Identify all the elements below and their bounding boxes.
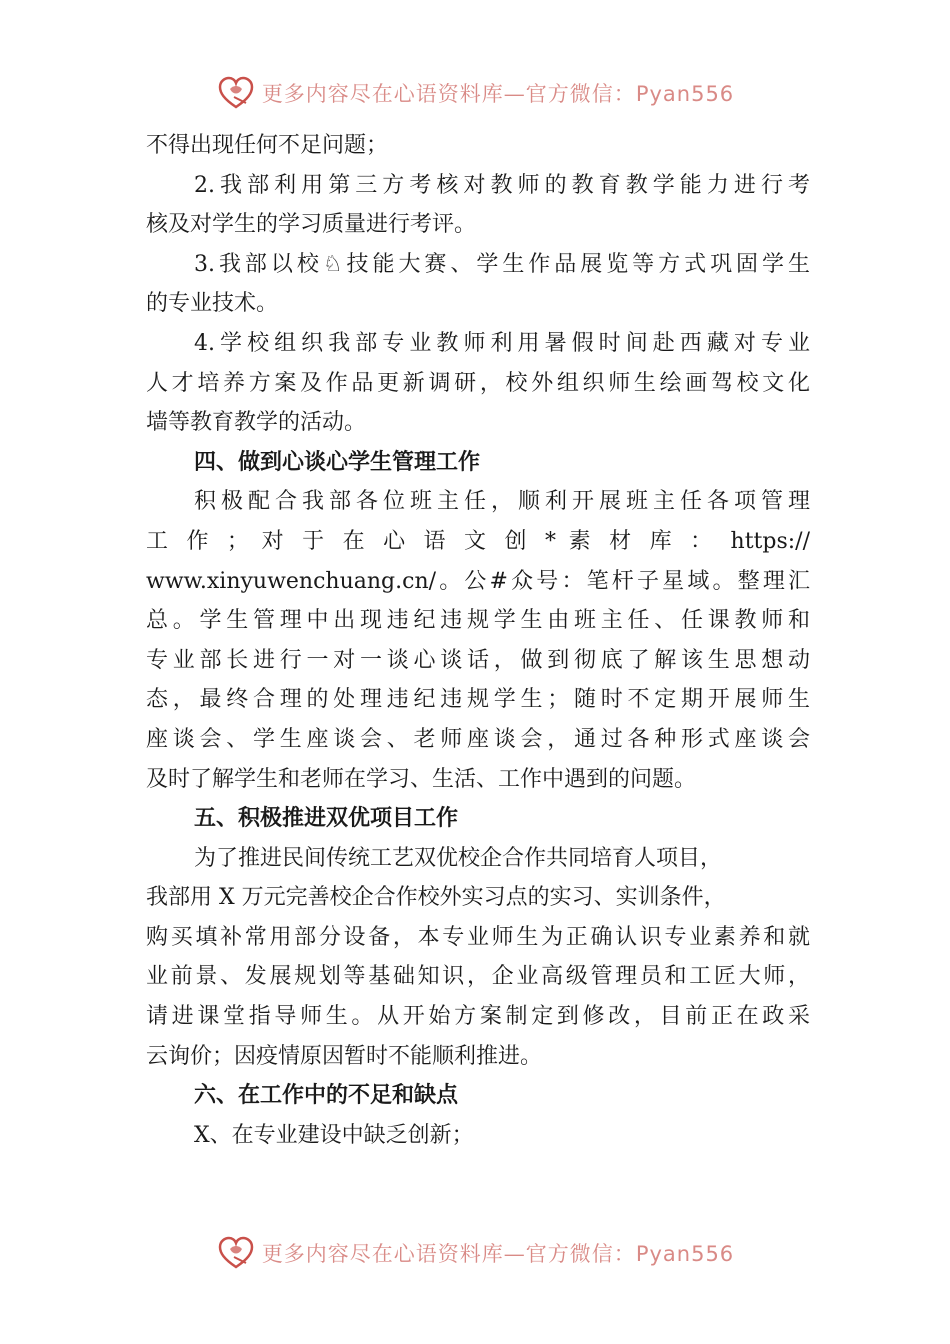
- text-line: 为了推进民间传统工艺双优校企合作共同培育人项目，: [194, 845, 723, 871]
- text-line: 2.我部利用第三方考核对教师的教育教学能力进行考: [194, 172, 810, 198]
- text-line: 3.我部以校♘技能大赛、学生作品展览等方式巩固学生: [194, 251, 810, 277]
- text-line: 座谈会、学生座谈会、老师座谈会，通过各种形式座谈会: [146, 726, 810, 752]
- watermark-header: [0, 68, 950, 118]
- text-line: 购买填补常用部分设备，本专业师生为正确认识专业素养和就: [146, 924, 810, 950]
- text-line: 专业部长进行一对一谈心谈话，做到彻底了解该生思想动: [146, 647, 810, 673]
- text-line: 核及对学生的学习质量进行考评。: [146, 212, 477, 238]
- text-line: 及时了解学生和老师在学习、生活、工作中遇到的问题。: [146, 766, 697, 792]
- text-line: 请进课堂指导师生。从开始方案制定到修改，目前正在政采: [146, 1004, 810, 1030]
- section-heading: 五、积极推进双优项目工作: [194, 806, 459, 832]
- heart-logo-icon: [216, 73, 256, 113]
- text-line: 总。学生管理中出现违纪违规学生由班主任、任课教师和: [146, 608, 810, 634]
- watermark-text: 更多内容尽在心语资料库—官方微信：Pyan556: [261, 1242, 735, 1266]
- watermark-text: 更多内容尽在心语资料库—官方微信：Pyan556: [261, 82, 735, 106]
- section-heading: 六、在工作中的不足和缺点: [194, 1083, 459, 1109]
- text-line: 云询价；因疫情原因暂时不能顺利推进。: [146, 1043, 543, 1069]
- section-heading: 四、做到心谈心学生管理工作: [194, 449, 481, 475]
- text-line: 人才培养方案及作品更新调研，校外组织师生绘画驾校文化: [146, 370, 810, 396]
- text-line: X、在专业建设中缺乏创新；: [194, 1122, 474, 1148]
- watermark-footer: [0, 1228, 950, 1278]
- text-line: 墙等教育教学的活动。: [146, 410, 367, 436]
- text-line: 积极配合我部各位班主任，顺利开展班主任各项管理: [194, 489, 810, 515]
- heart-logo-icon: [216, 1233, 256, 1273]
- text-line: www.xinyuwenchuang.cn/。公#众号：笔杆子星域。整理汇: [146, 568, 810, 594]
- text-line: 工 作 ； 对 于 在 心 语 文 创 * 素 材 库 ： https://: [146, 528, 810, 554]
- text-line: 4.学校组织我部专业教师利用暑假时间赴西藏对专业: [194, 330, 810, 356]
- text-line: 的专业技术。: [146, 291, 279, 317]
- text-line: 我部用 X 万元完善校企合作校外实习点的实习、实训条件，: [146, 885, 726, 911]
- text-line: 态，最终合理的处理违纪违规学生；随时不定期开展师生: [146, 687, 810, 713]
- text-line: 不得出现任何不足问题；: [146, 133, 389, 158]
- text-line: 业前景、发展规划等基础知识，企业高级管理员和工匠大师，: [146, 964, 810, 990]
- document-body: [146, 126, 810, 1155]
